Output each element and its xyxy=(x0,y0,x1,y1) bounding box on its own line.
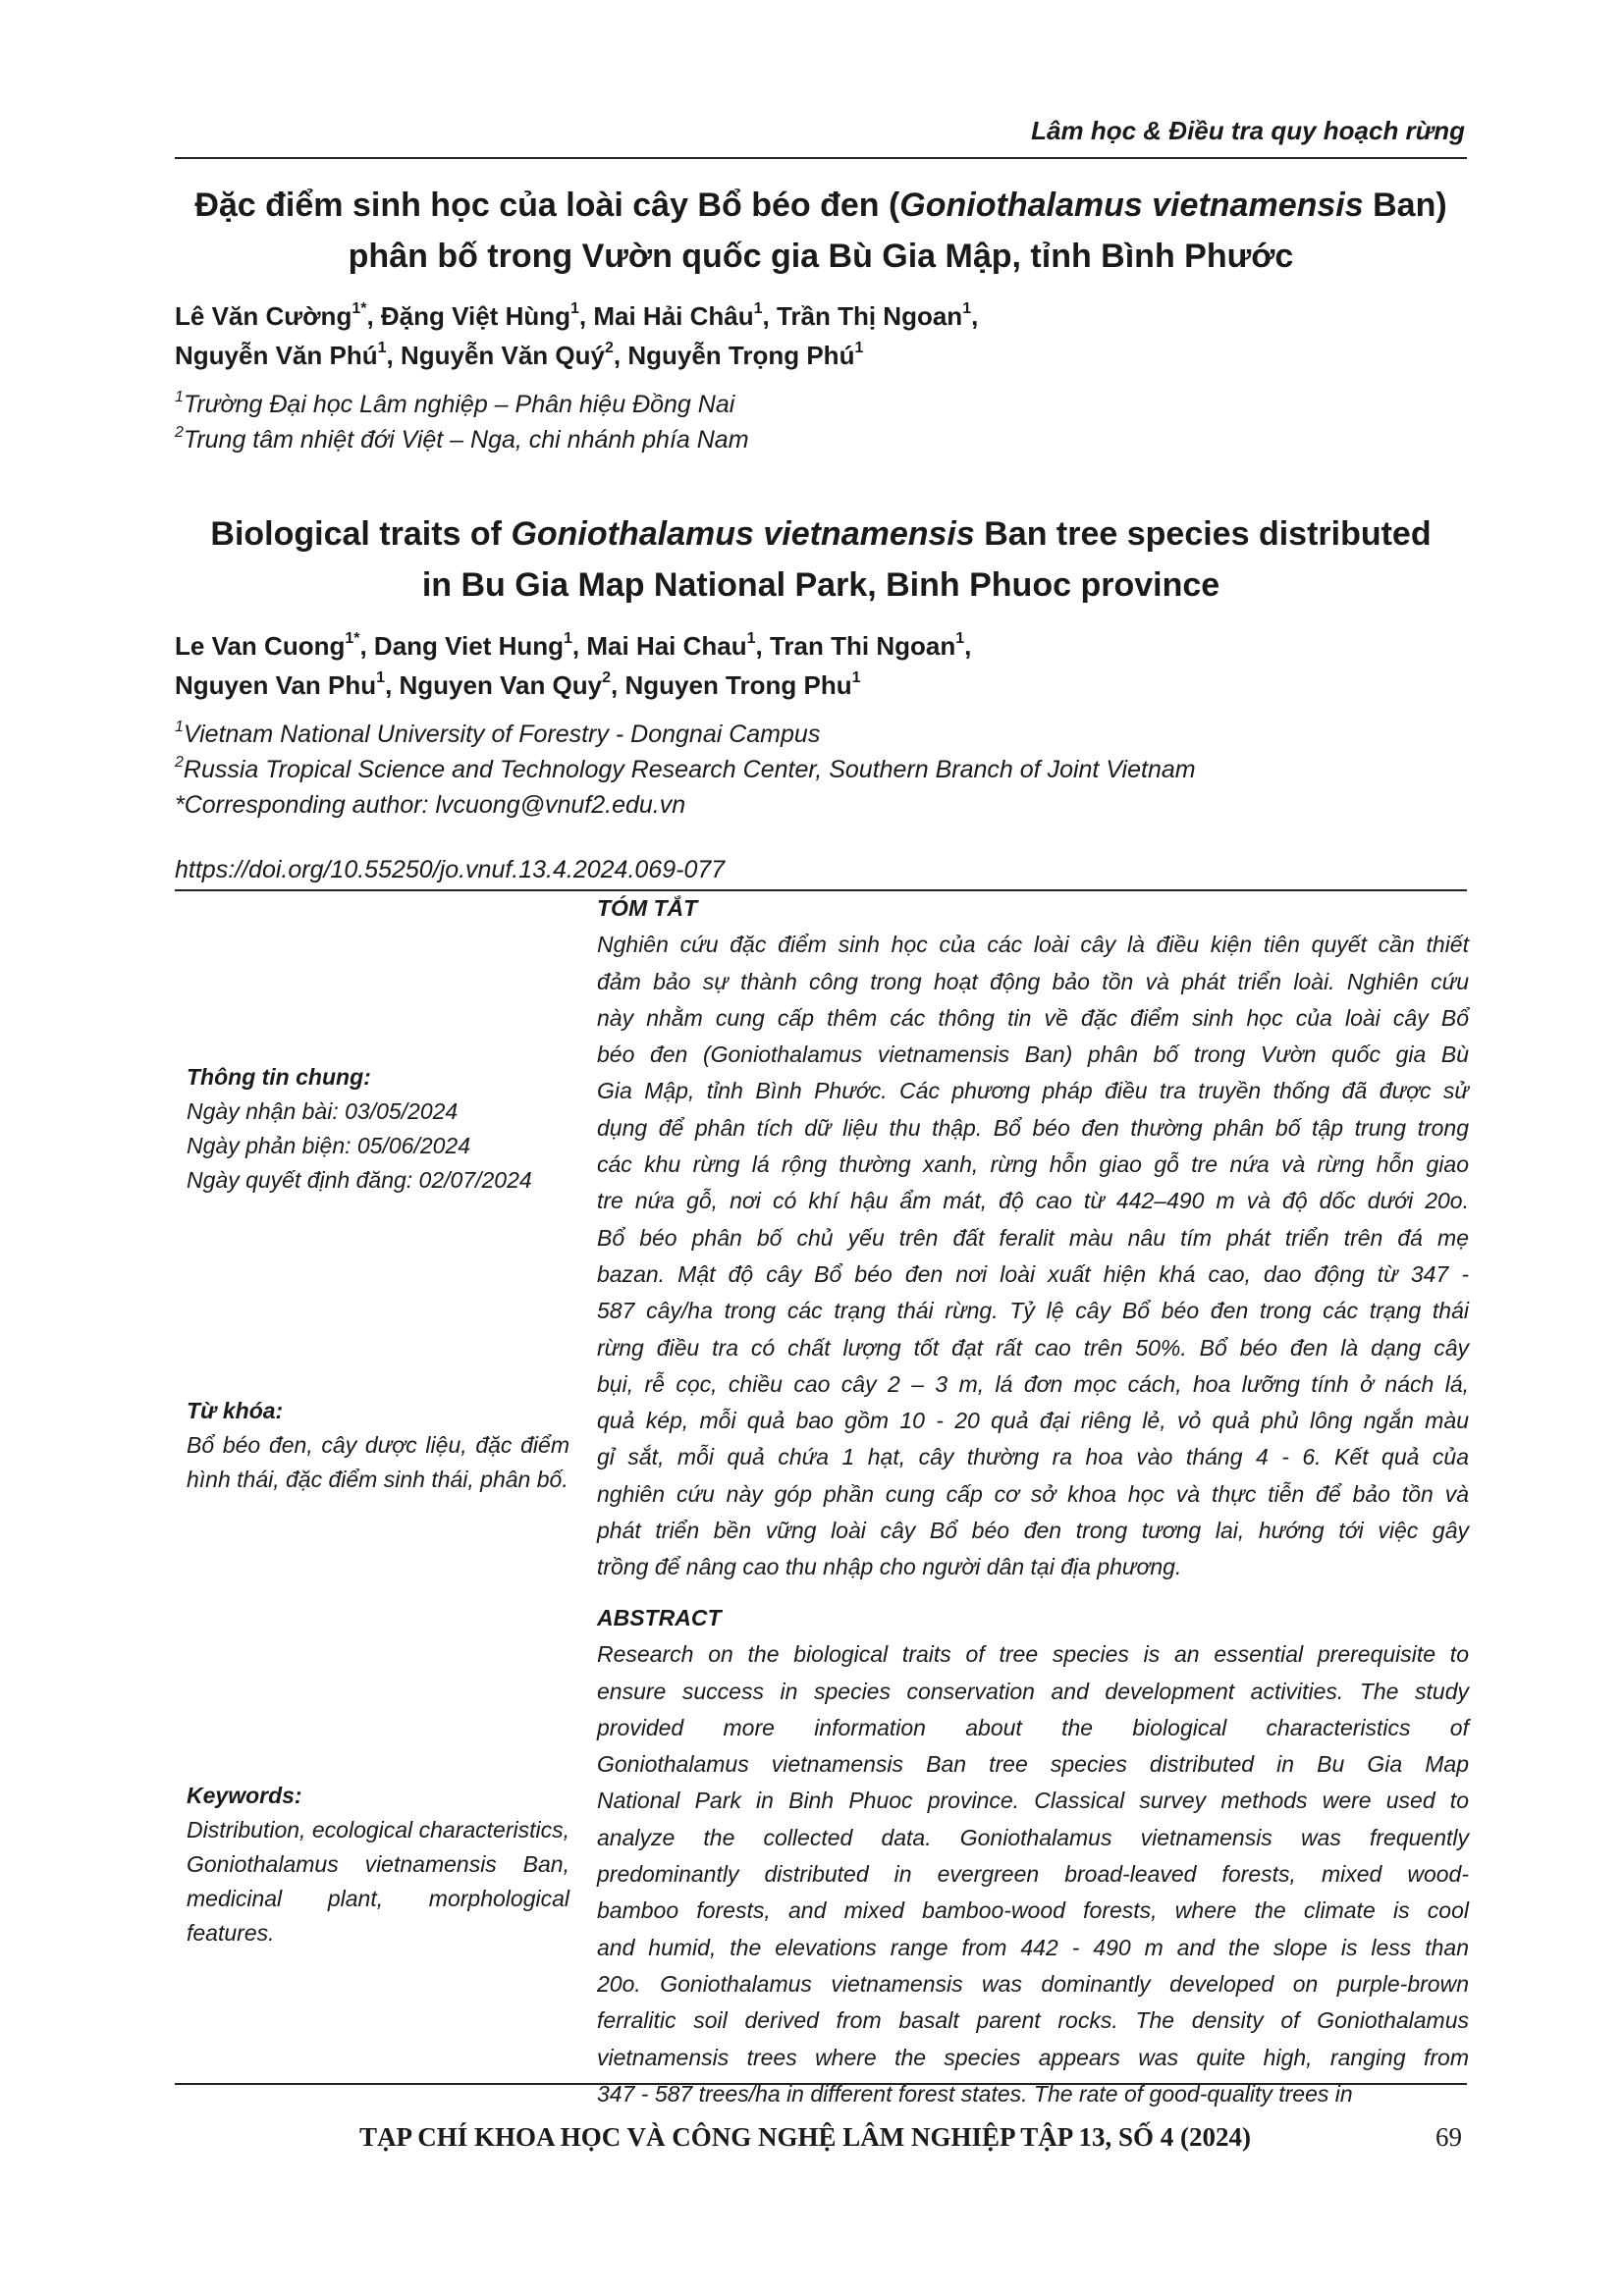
author-name: Nguyễn Văn Phú xyxy=(175,341,378,370)
authors-vi-line1 xyxy=(175,296,1467,336)
authors-vi xyxy=(175,296,1467,375)
affiliation-en-2: $^2$Russia Tropical Science and Technology Research Center, Southern Branch of Joint Vietnam xyxy=(175,753,1196,783)
abstract-line: nghiên cứu này góp phần cung cấp cơ sở khoa học và thực tiễn để bảo tồn và xyxy=(597,1480,1469,1507)
author-name: Dang Viet Hung xyxy=(373,631,565,661)
abstract-en-heading: ABSTRACT xyxy=(597,1605,722,1630)
author-separator: , xyxy=(366,301,381,331)
author-name: Tran Thi Ngoan xyxy=(769,631,956,661)
abstract-line: ensure success in species conservation and development activities. The study xyxy=(597,1678,1469,1704)
affiliations-vi xyxy=(175,387,1467,457)
author-separator: , xyxy=(964,631,972,661)
author-affiliation-mark: 1 xyxy=(570,300,579,318)
abstract-line: phát triển bền vững loài cây Bổ béo đen trong tương lai, hướng tới việc gây xyxy=(597,1518,1469,1544)
abstract-line: các khu rừng lá rộng thường xanh, rừng hỗn giao gỗ tre nứa và rừng hỗn giao xyxy=(597,1151,1469,1178)
authors-en xyxy=(175,626,1467,705)
author-separator: , xyxy=(755,631,770,661)
author-affiliation-mark: 1 xyxy=(564,630,572,648)
abstract-line: Gia Mập, tỉnh Bình Phước. Các phương pháp điều tra truyền thống đã được sử xyxy=(597,1078,1469,1104)
abstract-vi-body xyxy=(597,927,1469,1585)
affiliation-en-1: $^1$Vietnam National University of Forestry - Dongnai Campus xyxy=(175,718,821,748)
author-name: Trần Thị Ngoan xyxy=(776,301,963,331)
author-name: Le Van Cuong xyxy=(175,631,346,661)
abstract-en xyxy=(597,1600,1469,2112)
title-en-line2: in Bu Gia Map National Park, Binh Phuoc province xyxy=(421,566,1220,604)
author-affiliation-mark: 2 xyxy=(604,340,614,357)
abstract-en-body xyxy=(597,1636,1469,2112)
authors-en-line2 xyxy=(175,666,1467,705)
author-name: Lê Văn Cường xyxy=(175,301,352,331)
author-affiliation-mark: 1 xyxy=(746,630,756,648)
author-name: Nguyen Trong Phu xyxy=(624,670,852,700)
affiliation-vi-1: $^1$Trường Đại học Lâm nghiệp – Phân hiệu Đồng Nai xyxy=(175,388,735,418)
author-affiliation-mark: 1 xyxy=(955,630,965,648)
author-affiliation-mark: 1 xyxy=(854,340,864,357)
author-affiliation-mark: 1 xyxy=(962,300,972,318)
keywords-en-text: Distribution, ecological characteristics, Goniothalamus vietnamensis Ban, medicinal plant, morphological features. xyxy=(187,1817,569,1946)
title-vi: Đặc điểm sinh học của loài cây Bổ béo đen (Goniothalamus vietnamensis Ban) phân bố trong Vườn quốc gia Bù Gia Mập, tỉnh Bình Phước xyxy=(194,187,1447,275)
abstract-line: Research on the biological traits of tree species is an essential prerequisite to xyxy=(597,1641,1469,1668)
author-affiliation-mark: 1 xyxy=(377,340,387,357)
title-vi-line2: phân bố trong Vườn quốc gia Bù Gia Mập, tỉnh Bình Phước xyxy=(348,238,1294,275)
author-name: Mai Hai Chau xyxy=(586,631,747,661)
abstract-line: predominantly distributed in evergreen broad-leaved forests, mixed wood- xyxy=(597,1861,1469,1888)
abstract-line: ferralitic soil derived from basalt parent rocks. The density of Goniothalamus xyxy=(597,2007,1469,2034)
author-affiliation-mark: 1 xyxy=(753,300,763,318)
abstract-line: gỉ sắt, mỗi quả chứa 1 hạt, cây thường ra hoa vào tháng 4 - 6. Kết quả của xyxy=(597,1444,1469,1470)
author-separator: , xyxy=(578,301,594,331)
abstract-line: béo đen (Goniothalamus vietnamensis Ban) phân bố trong Vườn quốc gia Bù xyxy=(597,1041,1469,1068)
author-separator: , xyxy=(385,670,400,700)
abstract-line: bamboo forests, and mixed bamboo-wood forests, where the climate is cool xyxy=(597,1897,1469,1924)
keywords-vi xyxy=(187,1394,569,1497)
section-label: Lâm học & Điều tra quy hoạch rừng xyxy=(1031,116,1465,145)
abstract-line: tre nứa gỗ, nơi có khí hậu ẩm mát, độ cao từ 442–490 m và độ dốc dưới 20o. xyxy=(597,1188,1469,1214)
abstract-line: analyze the collected data. Goniothalamus vietnamensis was frequently xyxy=(597,1824,1469,1850)
abstract-line: rừng điều tra có chất lượng tốt đạt rất cao trên 50%. Bổ béo đen là dạng cây xyxy=(597,1334,1469,1361)
article-info-heading: Thông tin chung: xyxy=(187,1064,371,1090)
abstract-line: bụi, rễ cọc, chiều cao cây 2 – 3 m, lá đơn mọc cách, hoa lưỡng tính ở nách lá, xyxy=(597,1370,1469,1397)
abstract-vi-heading: TÓM TẮT xyxy=(597,895,698,921)
accepted-date: Ngày quyết định đăng: 02/07/2024 xyxy=(187,1167,532,1193)
abstract-line: 20o. Goniothalamus vietnamensis was dominantly developed on purple-brown xyxy=(597,1970,1469,1997)
corresponding-author: *Corresponding author: lvcuong@vnuf2.edu.vn xyxy=(175,791,686,819)
abstract-line: National Park in Binh Phuoc province. Classical survey methods were used to xyxy=(597,1788,1469,1814)
abstract-line: bazan. Mật độ cây Bổ béo đen nơi loài xuất hiện khá cao, dao động từ 347 - xyxy=(597,1260,1469,1287)
keywords-vi-heading: Từ khóa: xyxy=(187,1398,284,1423)
abstract-line: trồng để nâng cao thu nhập cho người dân tại địa phương. xyxy=(597,1554,1182,1580)
author-affiliation-mark: 1* xyxy=(352,300,367,318)
abstract-line: 587 cây/ha trong các trạng thái rừng. Tỷ lệ cây Bổ béo đen trong các trạng thái xyxy=(597,1298,1469,1324)
affiliation-vi-2: $^2$Trung tâm nhiệt đới Việt – Nga, chi nhánh phía Nam xyxy=(175,423,749,454)
received-date: Ngày nhận bài: 03/05/2024 xyxy=(187,1098,459,1124)
author-separator: , xyxy=(386,341,401,370)
doi-link[interactable]: https://doi.org/10.55250/jo.vnuf.13.4.2024.069-077 xyxy=(175,856,726,883)
footer-rule xyxy=(175,2083,1467,2085)
author-separator: , xyxy=(359,631,374,661)
abstract-line: đảm bảo sự thành công trong hoạt động bảo tồn và phát triển loài. Nghiên cứu xyxy=(597,968,1469,994)
header-rule xyxy=(175,157,1467,159)
author-name: Nguyen Van Phu xyxy=(175,670,377,700)
abstract-line: and humid, the elevations range from 442 - 490 m and the slope is less than xyxy=(597,1934,1469,1960)
affiliations-en xyxy=(175,717,1467,823)
page-number: 69 xyxy=(1435,2122,1462,2152)
author-separator: , xyxy=(611,670,625,700)
abstract-line: Goniothalamus vietnamensis Ban tree species distributed in Bu Gia Map xyxy=(597,1751,1469,1778)
keywords-en-heading: Keywords: xyxy=(187,1783,302,1808)
author-affiliation-mark: 1* xyxy=(345,630,360,648)
abstract-line: này nhằm cung cấp thêm các thông tin về đặc điểm sinh học của loài cây Bổ xyxy=(597,1004,1469,1031)
article-info xyxy=(187,1060,569,1198)
title-vi-scientific-name: Goniothalamus vietnamensis xyxy=(899,187,1364,224)
abstract-line: 347 - 587 trees/ha in different forest states. The rate of good-quality trees in xyxy=(597,2080,1353,2107)
author-name: Đặng Việt Hùng xyxy=(380,301,570,331)
authors-en-line1 xyxy=(175,626,1467,666)
author-name: Nguyễn Văn Quý xyxy=(400,341,605,370)
author-separator: , xyxy=(762,301,777,331)
abstract-line: vietnamensis trees where the species appears was quite high, ranging from xyxy=(597,2044,1469,2070)
author-name: Mai Hải Châu xyxy=(593,301,754,331)
keywords-vi-text: Bổ béo đen, cây dược liệu, đặc điểm hình thái, đặc điểm sinh thái, phân bố. xyxy=(187,1432,569,1492)
author-separator: , xyxy=(571,631,587,661)
reviewed-date: Ngày phản biện: 05/06/2024 xyxy=(187,1133,471,1158)
author-separator: , xyxy=(613,341,628,370)
author-affiliation-mark: 2 xyxy=(602,669,612,687)
keywords-en xyxy=(187,1779,569,1950)
author-affiliation-mark: 1 xyxy=(376,669,386,687)
author-name: Nguyễn Trọng Phú xyxy=(627,341,855,370)
author-affiliation-mark: 1 xyxy=(851,669,861,687)
author-separator: , xyxy=(971,301,979,331)
abstract-line: Nghiên cứu đặc điểm sinh học của các loài cây là điều kiện tiên quyết cần thiết xyxy=(597,932,1469,958)
journal-footer: TẠP CHÍ KHOA HỌC VÀ CÔNG NGHỆ LÂM NGHIỆP TẬP 13, SỐ 4 (2024) xyxy=(358,2122,1252,2152)
title-en: Biological traits of Goniothalamus vietnamensis Ban tree species distributed in Bu Gia Map National Park, Binh Phuoc province xyxy=(210,515,1432,604)
abstract-line: quả kép, mỗi quả bao gồm 10 - 20 quả đại riêng lẻ, vỏ quả phủ lông ngắn màu xyxy=(597,1408,1469,1434)
authors-vi-line2 xyxy=(175,336,1467,375)
abstract-line: Bổ béo phân bố chủ yếu trên đất feralit màu nâu tím phát triển trên đá mẹ xyxy=(597,1224,1469,1251)
abstract-line: dụng để phân tích dữ liệu thu thập. Bổ béo đen thường phân bố tập trung trong xyxy=(597,1114,1469,1141)
abstract-vi xyxy=(597,890,1469,1586)
abstract-line: provided more information about the biological characteristics of xyxy=(597,1714,1469,1740)
author-name: Nguyen Van Quy xyxy=(399,670,603,700)
title-en-scientific-name: Goniothalamus vietnamensis xyxy=(511,515,975,553)
